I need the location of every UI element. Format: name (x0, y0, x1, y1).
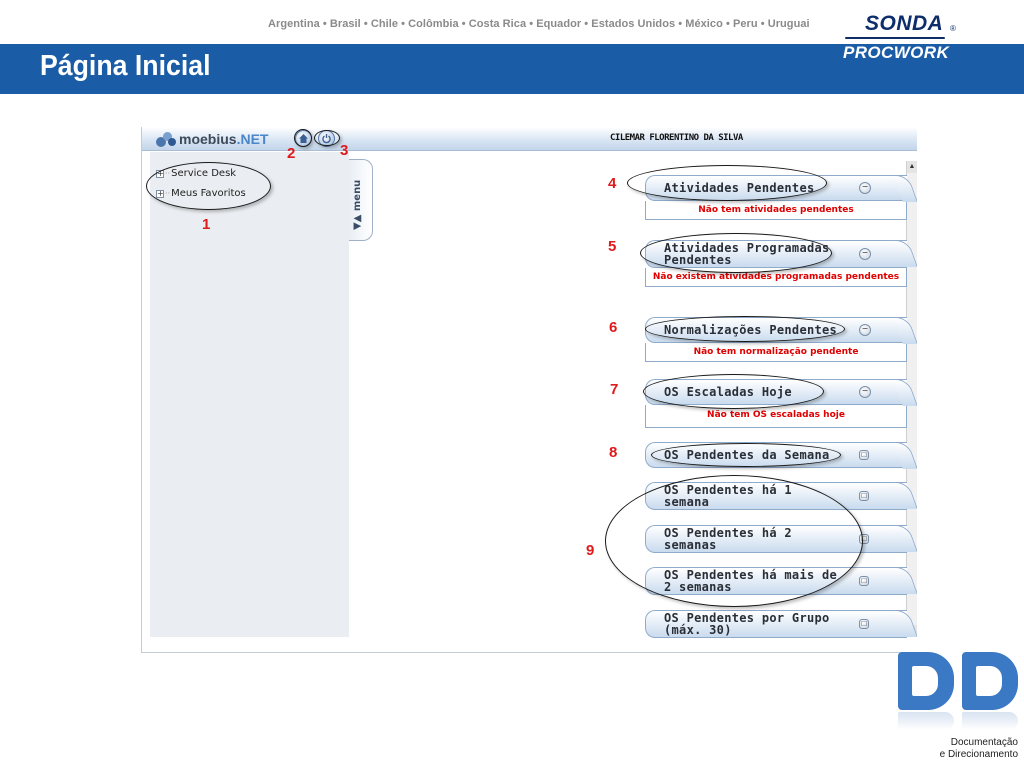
panel-header[interactable] (645, 610, 907, 638)
tree-connector: ·· (165, 169, 171, 178)
panel-title: OS Pendentes por Grupo (máx. 30) (664, 611, 830, 637)
expand-icon[interactable]: □ (859, 450, 869, 460)
panel-title: OS Pendentes há 1 semana (664, 483, 792, 509)
logo-main: moebius (179, 131, 237, 147)
sidebar-item-label: Service Desk (171, 168, 237, 179)
annotation-ellipse-pendentes-group (605, 475, 863, 607)
tree-connector: ·· (165, 189, 171, 198)
dd-caption (940, 737, 1018, 761)
menu-tab-label: ▼▲ menu (352, 179, 363, 230)
collapse-icon[interactable]: − (859, 248, 871, 260)
logo-suffix: .NET (236, 131, 269, 147)
expand-icon[interactable]: □ (859, 576, 869, 586)
page-title: Página Inicial (40, 50, 211, 82)
panel-title: Atividades Programadas Pendentes (664, 241, 830, 267)
dd-logo-reflection (962, 712, 1018, 730)
annotation-number: 6 (609, 319, 618, 336)
moebius-logo-text (179, 131, 268, 147)
dd-caption-line1: Documentação (950, 737, 1018, 748)
panel-message: Não tem OS escaladas hoje (645, 405, 907, 428)
app-topbar (142, 127, 917, 151)
sidebar-menu (150, 152, 349, 637)
brand-registered-mark: ® (950, 24, 956, 33)
collapse-icon[interactable]: − (859, 386, 871, 398)
annotation-number: 3 (340, 142, 349, 159)
annotation-ellipse-semana (651, 443, 841, 467)
dd-logo-letter-d-icon (962, 652, 1018, 710)
expand-icon[interactable]: + (157, 168, 164, 178)
countries-list: Argentina • Brasil • Chile • Colômbia • Costa Rica • Equador • Estados Unidos • México • Peru • Uruguai (268, 18, 810, 30)
moebius-logo-mark-icon (156, 131, 176, 147)
annotation-number: 9 (586, 542, 595, 559)
panel-title: OS Pendentes há 2 semanas (664, 526, 792, 552)
panel-message: Não tem atividades pendentes (645, 201, 907, 220)
scroll-up-icon[interactable]: ▲ (907, 161, 917, 173)
annotation-number: 8 (609, 444, 618, 461)
dd-logo (898, 652, 1020, 736)
annotation-ellipse-home (294, 129, 312, 147)
panel-title: Atividades Pendentes (664, 181, 815, 195)
moebius-logo (156, 130, 268, 148)
annotation-number: 4 (608, 175, 617, 192)
brand-sonda-text: SONDA (865, 12, 944, 35)
panel-os-por-grupo (645, 610, 907, 638)
panel-title: Normalizações Pendentes (664, 323, 838, 337)
annotation-ellipse-atividades (627, 165, 827, 201)
annotation-number: 1 (202, 216, 211, 233)
panel-title: OS Pendentes da Semana (664, 448, 830, 462)
dd-logo-letter-d-icon (898, 652, 954, 710)
annotation-ellipse-sidebar (146, 162, 271, 210)
collapse-icon[interactable]: − (859, 324, 871, 336)
annotation-ellipse-normalizacoes (645, 316, 845, 342)
panel-title: OS Escaladas Hoje (664, 385, 792, 399)
menu-toggle-tab[interactable] (349, 159, 373, 241)
expand-icon[interactable]: □ (859, 491, 869, 501)
sidebar-item-label: Meus Favoritos (171, 188, 246, 199)
logged-user-name: CILEMAR FLORENTINO DA SILVA (610, 133, 743, 143)
panel-title: OS Pendentes há mais de 2 semanas (664, 568, 838, 594)
dd-logo-reflection (898, 712, 954, 730)
brand-underline (845, 37, 945, 39)
expand-icon[interactable]: □ (859, 619, 869, 629)
annotation-number: 5 (608, 238, 617, 255)
brand-procwork-text: PROCWORK (843, 43, 950, 62)
expand-icon[interactable]: + (157, 188, 164, 198)
panel-message: Não tem normalização pendente (645, 343, 907, 362)
collapse-icon[interactable]: − (859, 182, 871, 194)
annotation-ellipse-programadas (640, 233, 832, 273)
annotation-ellipse-logout (314, 130, 340, 146)
annotation-number: 7 (610, 381, 619, 398)
dd-caption-line2: e Direcionamento (939, 749, 1018, 760)
panel-message: Não existem atividades programadas pendentes (645, 268, 907, 287)
annotation-ellipse-escaladas (643, 374, 824, 409)
expand-icon[interactable]: □ (859, 534, 869, 544)
annotation-number: 2 (287, 145, 296, 162)
